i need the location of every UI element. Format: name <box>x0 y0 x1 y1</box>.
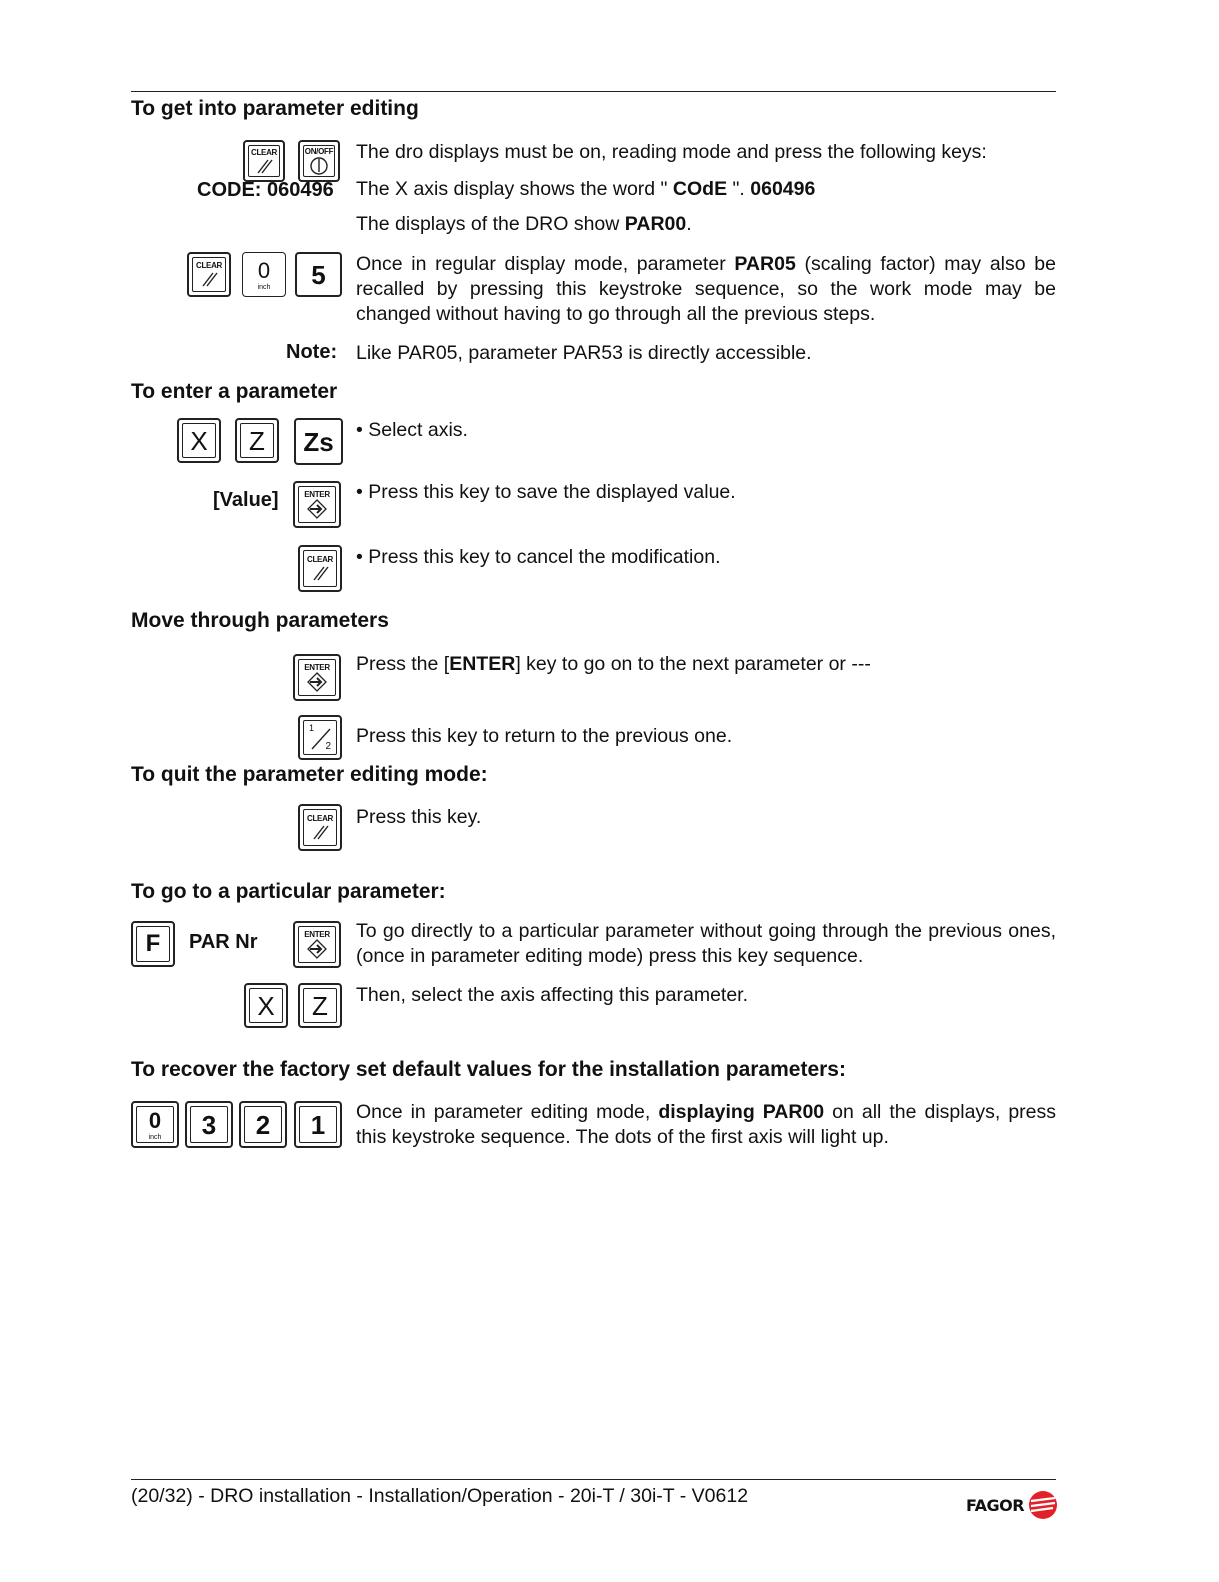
z-key <box>235 418 279 463</box>
clear-key-label: CLEAR <box>306 555 334 564</box>
three-key <box>185 1101 233 1148</box>
z-key-label: Z <box>312 990 328 1021</box>
intro-text: The dro displays must be on, reading mode and press the following keys: <box>356 141 987 163</box>
brand-name: FAGOR <box>966 1495 1025 1515</box>
clear-key <box>298 804 342 851</box>
value-label: [Value] <box>213 489 279 511</box>
five-key-label: 5 <box>311 259 326 290</box>
save-text: • Press this key to save the displayed value. <box>356 481 736 503</box>
enter-key <box>293 481 341 528</box>
factory-text: Once in parameter editing mode, displaying PAR00 on all the displays, press this keystroke sequence. The dots of the first axis will light up. <box>356 1101 1057 1148</box>
half-numerator: 1 <box>309 723 315 733</box>
onoff-key <box>298 140 340 182</box>
clear-slashes-icon <box>200 270 218 288</box>
section-title-parameter-editing: To get into parameter editing <box>131 97 419 120</box>
x-key <box>244 983 288 1028</box>
code-text: The X axis display shows the word " COdE ". 060496 <box>356 178 816 200</box>
top-rule <box>131 91 1056 92</box>
select-axis-text: • Select axis. <box>356 419 468 441</box>
enter-arrow-icon <box>306 499 328 519</box>
half-denominator: 2 <box>325 741 331 752</box>
power-icon <box>309 156 329 176</box>
two-key <box>239 1101 287 1148</box>
clear-slashes-icon <box>311 823 329 841</box>
enter-key <box>293 921 341 968</box>
axis-text: Then, select the axis affecting this parameter. <box>356 984 749 1006</box>
f-key <box>131 921 175 967</box>
clear-key <box>187 252 231 297</box>
cancel-text: • Press this key to cancel the modification. <box>356 546 721 568</box>
enter-key-label: ENTER <box>304 930 330 939</box>
clear-key <box>243 140 285 182</box>
zero-key-label: 0 <box>257 257 271 283</box>
z-key <box>298 983 342 1028</box>
section-title-quit: To quit the parameter editing mode: <box>131 763 488 786</box>
clear-key-label: CLEAR <box>250 147 278 157</box>
particular-text: To go directly to a particular parameter without going through the previous ones, (once in parameter editing mode) press this key sequence. <box>356 920 1056 967</box>
x-key-label: X <box>190 425 208 456</box>
code-label: CODE: 060496 <box>197 179 334 201</box>
fagor-logo-icon <box>1028 1490 1058 1520</box>
clear-slashes-icon <box>311 564 329 582</box>
note-label: Note: <box>286 341 338 363</box>
footer-text: (20/32) - DRO installation - Installation/Operation - 20i-T / 30i-T - V0612 <box>131 1485 749 1507</box>
fagor-logo <box>966 1490 1058 1520</box>
x-key-label: X <box>257 990 275 1021</box>
clear-key <box>298 545 342 592</box>
par-nr-label: PAR Nr <box>189 931 258 953</box>
zero-inch-key <box>131 1101 179 1148</box>
clear-key-label: CLEAR <box>195 261 223 270</box>
zero-key-label: 0 <box>148 1107 162 1133</box>
enter-key <box>293 654 341 701</box>
five-key <box>295 252 342 297</box>
one-key-label: 1 <box>310 1109 326 1140</box>
section-title-particular: To go to a particular parameter: <box>131 880 446 903</box>
two-key-label: 2 <box>255 1109 271 1140</box>
x-key <box>177 418 221 463</box>
half-key <box>298 715 342 760</box>
f-key-label: F <box>145 930 161 957</box>
enter-key-label: ENTER <box>304 663 330 672</box>
clear-key-label: CLEAR <box>306 814 334 823</box>
par00-text: The displays of the DRO show PAR00. <box>356 213 692 235</box>
section-title-factory-defaults: To recover the factory set default values for the installation parameters: <box>131 1058 846 1081</box>
onoff-key-label: ON/OFF <box>304 146 334 156</box>
enter-key-label: ENTER <box>304 490 330 499</box>
section-title-move-through: Move through parameters <box>131 609 389 632</box>
inch-label: inch <box>257 283 271 291</box>
enter-arrow-icon <box>306 672 328 692</box>
section-title-enter-parameter: To enter a parameter <box>131 380 338 403</box>
note-text: Like PAR05, parameter PAR53 is directly accessible. <box>356 342 812 364</box>
prev-param-text: Press this key to return to the previous one. <box>356 725 733 747</box>
zero-inch-key <box>242 252 286 297</box>
zs-key <box>294 418 343 465</box>
par05-text: Once in regular display mode, parameter PAR05 (scaling factor) may also be recalled by pressing this keystroke sequence, so the work mode may be changed without having to go through all the previous steps. <box>356 253 1056 325</box>
z-key-label: Z <box>249 425 265 456</box>
next-param-text: Press the [ENTER] key to go on to the next parameter or --- <box>356 653 871 675</box>
three-key-label: 3 <box>201 1109 217 1140</box>
one-key <box>294 1101 342 1148</box>
quit-text: Press this key. <box>356 806 482 828</box>
zs-key-label: Zs <box>303 426 334 457</box>
clear-slashes-icon <box>255 157 273 175</box>
enter-arrow-icon <box>306 939 328 959</box>
fraction-slash-icon <box>304 721 337 755</box>
footer-rule <box>131 1479 1056 1480</box>
inch-label: inch <box>148 1133 162 1141</box>
